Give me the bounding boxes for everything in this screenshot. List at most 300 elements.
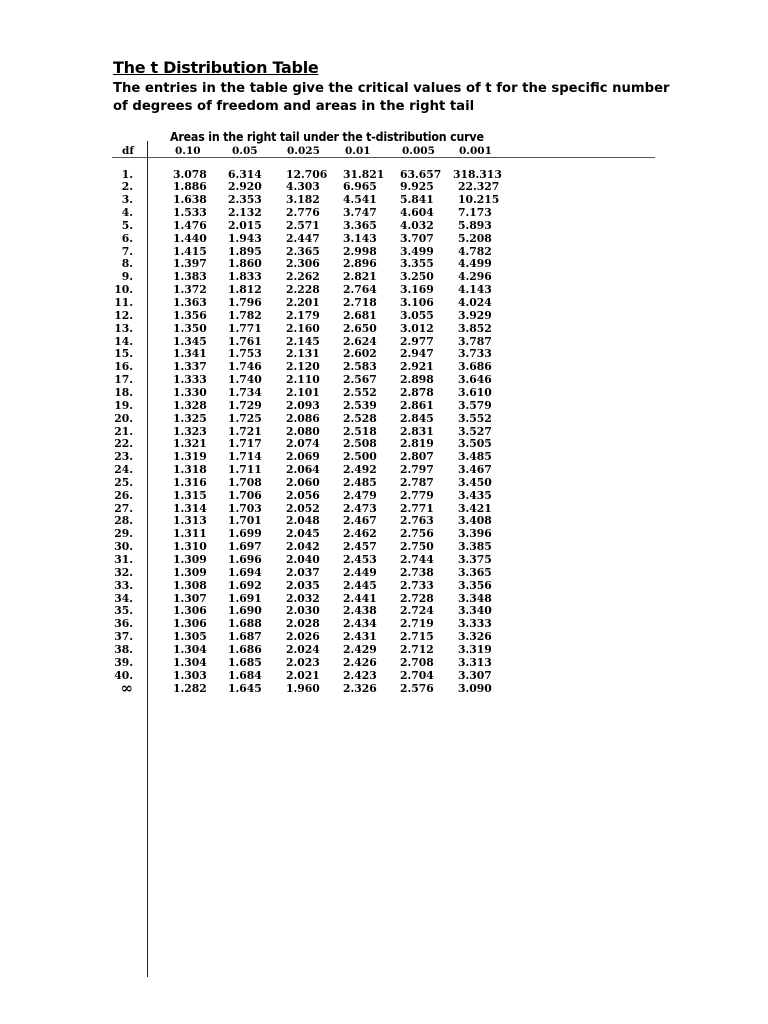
- value-cell: 3.326: [458, 630, 492, 644]
- value-cell: 2.179: [286, 308, 320, 322]
- column-header: 0.01: [345, 145, 371, 157]
- table-row: [0, 604, 768, 617]
- value-cell: 2.365: [286, 244, 320, 258]
- value-cell: 1.746: [228, 360, 262, 374]
- value-cell: 2.567: [343, 373, 377, 387]
- value-cell: 1.303: [173, 668, 207, 682]
- value-cell: 2.650: [343, 321, 377, 335]
- table-row: [0, 309, 768, 322]
- table-row: [0, 630, 768, 643]
- value-cell: 2.423: [343, 668, 377, 682]
- value-cell: 1.304: [173, 642, 207, 656]
- value-cell: 3.505: [458, 437, 492, 451]
- df-cell: 19.: [114, 398, 133, 412]
- df-cell: 8.: [121, 257, 133, 271]
- value-cell: 31.821: [343, 167, 385, 181]
- value-cell: 2.045: [286, 527, 320, 541]
- value-cell: 2.048: [286, 514, 320, 528]
- value-cell: 1.316: [173, 475, 207, 489]
- value-cell: 3.686: [458, 360, 492, 374]
- value-cell: 1.363: [173, 296, 207, 309]
- value-cell: 1.321: [173, 437, 207, 451]
- table-row: [0, 168, 768, 181]
- value-cell: 1.714: [228, 450, 262, 464]
- df-cell: 26.: [114, 488, 133, 502]
- table-row: [0, 296, 768, 309]
- table-row: [0, 514, 768, 527]
- df-cell: 15.: [114, 347, 133, 361]
- value-cell: 4.143: [458, 283, 492, 297]
- value-cell: 3.499: [400, 244, 434, 258]
- value-cell: 1.761: [228, 334, 262, 348]
- value-cell: 1.706: [228, 488, 262, 502]
- table-row: [0, 219, 768, 232]
- df-cell: 11.: [114, 296, 133, 309]
- value-cell: 2.032: [286, 591, 320, 605]
- value-cell: 2.947: [400, 347, 434, 361]
- value-cell: 2.552: [343, 385, 377, 399]
- value-cell: 1.711: [228, 463, 262, 477]
- value-cell: 2.093: [286, 398, 320, 412]
- df-cell: 6.: [121, 231, 133, 245]
- df-header: df: [122, 145, 134, 157]
- df-cell: 18.: [114, 385, 133, 399]
- value-cell: 1.304: [173, 655, 207, 669]
- value-cell: 2.776: [286, 206, 320, 220]
- table-row: [0, 193, 768, 206]
- value-cell: 3.078: [173, 167, 207, 181]
- value-cell: 1.960: [286, 681, 320, 695]
- value-cell: 1.721: [228, 424, 262, 438]
- value-cell: 12.706: [286, 167, 328, 181]
- df-cell: 14.: [114, 334, 133, 348]
- value-cell: 4.024: [458, 296, 492, 309]
- table-row: [0, 669, 768, 682]
- value-cell: 1.307: [173, 591, 207, 605]
- value-cell: 2.708: [400, 655, 434, 669]
- value-cell: 1.345: [173, 334, 207, 348]
- table-row: [0, 656, 768, 669]
- value-cell: 2.878: [400, 385, 434, 399]
- value-cell: 1.476: [173, 218, 207, 232]
- value-cell: 6.965: [343, 180, 377, 194]
- value-cell: 3.435: [458, 488, 492, 502]
- value-cell: 1.305: [173, 630, 207, 644]
- value-cell: 1.886: [173, 180, 207, 194]
- value-cell: 4.499: [458, 257, 492, 271]
- value-cell: 5.841: [400, 193, 434, 207]
- value-cell: 1.311: [173, 527, 207, 541]
- value-cell: 3.733: [458, 347, 492, 361]
- value-cell: 1.333: [173, 373, 207, 387]
- value-cell: 1.708: [228, 475, 262, 489]
- table-row: [0, 412, 768, 425]
- value-cell: 2.056: [286, 488, 320, 502]
- value-cell: 2.037: [286, 565, 320, 579]
- value-cell: 1.729: [228, 398, 262, 412]
- value-cell: 3.340: [458, 604, 492, 618]
- value-cell: 2.479: [343, 488, 377, 502]
- value-cell: 1.692: [228, 578, 262, 592]
- table-row: [0, 502, 768, 515]
- value-cell: 3.348: [458, 591, 492, 605]
- value-cell: 2.624: [343, 334, 377, 348]
- value-cell: 2.462: [343, 527, 377, 541]
- value-cell: 2.449: [343, 565, 377, 579]
- page-title: The t Distribution Table: [113, 58, 319, 77]
- value-cell: 1.703: [228, 501, 262, 515]
- value-cell: 2.845: [400, 411, 434, 425]
- value-cell: 2.131: [286, 347, 320, 361]
- value-cell: 2.069: [286, 450, 320, 464]
- df-cell: 16.: [114, 360, 133, 374]
- value-cell: 4.032: [400, 218, 434, 232]
- value-cell: 1.309: [173, 553, 207, 566]
- value-cell: 3.375: [458, 553, 492, 566]
- value-cell: 2.015: [228, 218, 262, 232]
- column-header: 0.005: [402, 145, 435, 157]
- value-cell: 2.733: [400, 578, 434, 592]
- table-row: [0, 553, 768, 566]
- table-row: [0, 386, 768, 399]
- value-cell: 2.353: [228, 193, 262, 207]
- value-cell: 1.694: [228, 565, 262, 579]
- value-cell: 1.350: [173, 321, 207, 335]
- value-cell: 63.657: [400, 167, 442, 181]
- value-cell: 2.750: [400, 540, 434, 554]
- column-header: 0.001: [459, 145, 492, 157]
- value-cell: 1.325: [173, 411, 207, 425]
- value-cell: 2.023: [286, 655, 320, 669]
- table-row: [0, 678, 768, 697]
- value-cell: 1.415: [173, 244, 207, 258]
- table-row: [0, 527, 768, 540]
- value-cell: 2.074: [286, 437, 320, 451]
- value-cell: 2.438: [343, 604, 377, 618]
- value-cell: 3.250: [400, 270, 434, 284]
- value-cell: 2.120: [286, 360, 320, 374]
- value-cell: 2.571: [286, 218, 320, 232]
- value-cell: 1.753: [228, 347, 262, 361]
- value-cell: 2.035: [286, 578, 320, 592]
- value-cell: 1.812: [228, 283, 262, 297]
- value-cell: 3.090: [458, 681, 492, 695]
- value-cell: 1.740: [228, 373, 262, 387]
- value-cell: 2.040: [286, 553, 320, 566]
- value-cell: 2.064: [286, 463, 320, 477]
- value-cell: 2.771: [400, 501, 434, 515]
- value-cell: 3.527: [458, 424, 492, 438]
- value-cell: 3.707: [400, 231, 434, 245]
- value-cell: 3.307: [458, 668, 492, 682]
- df-cell: 20.: [114, 411, 133, 425]
- df-cell: 34.: [114, 591, 133, 605]
- df-cell: 17.: [114, 373, 133, 387]
- value-cell: 2.528: [343, 411, 377, 425]
- table-row: [0, 450, 768, 463]
- value-cell: 2.473: [343, 501, 377, 515]
- table-row: [0, 360, 768, 373]
- table-row: [0, 347, 768, 360]
- value-cell: 9.925: [400, 180, 434, 194]
- value-cell: 1.341: [173, 347, 207, 361]
- value-cell: 2.518: [343, 424, 377, 438]
- value-cell: 1.699: [228, 527, 262, 541]
- value-cell: 2.576: [400, 681, 434, 695]
- table-row: [0, 476, 768, 489]
- column-header: 0.025: [287, 145, 320, 157]
- value-cell: 2.028: [286, 617, 320, 631]
- value-cell: 22.327: [458, 180, 500, 194]
- value-cell: 2.457: [343, 540, 377, 554]
- df-cell: 25.: [114, 475, 133, 489]
- df-cell: 29.: [114, 527, 133, 541]
- value-cell: 2.132: [228, 206, 262, 220]
- table-row: [0, 206, 768, 219]
- value-cell: 2.738: [400, 565, 434, 579]
- value-cell: 1.318: [173, 463, 207, 477]
- df-cell: 13.: [114, 321, 133, 335]
- column-header: 0.05: [232, 145, 258, 157]
- df-cell: 32.: [114, 565, 133, 579]
- table-row: [0, 566, 768, 579]
- value-cell: 1.734: [228, 385, 262, 399]
- value-cell: 1.372: [173, 283, 207, 297]
- value-cell: 1.383: [173, 270, 207, 284]
- df-cell: 21.: [114, 424, 133, 438]
- value-cell: 2.024: [286, 642, 320, 656]
- value-cell: 3.787: [458, 334, 492, 348]
- value-cell: 2.306: [286, 257, 320, 271]
- value-cell: 1.895: [228, 244, 262, 258]
- value-cell: 2.920: [228, 180, 262, 194]
- value-cell: 10.215: [458, 193, 500, 207]
- value-cell: 2.921: [400, 360, 434, 374]
- value-cell: 2.052: [286, 501, 320, 515]
- value-cell: 2.201: [286, 296, 320, 309]
- value-cell: 3.450: [458, 475, 492, 489]
- value-cell: 2.431: [343, 630, 377, 644]
- df-cell: 2.: [121, 180, 133, 194]
- value-cell: 5.208: [458, 231, 492, 245]
- value-cell: 3.356: [458, 578, 492, 592]
- value-cell: 3.182: [286, 193, 320, 207]
- value-cell: 1.685: [228, 655, 262, 669]
- value-cell: 3.106: [400, 296, 434, 309]
- df-cell: 7.: [121, 244, 133, 258]
- df-cell: 5.: [121, 218, 133, 232]
- value-cell: 1.306: [173, 617, 207, 631]
- value-cell: 2.715: [400, 630, 434, 644]
- table-row: [0, 335, 768, 348]
- table-row: [0, 592, 768, 605]
- table-row: [0, 373, 768, 386]
- value-cell: 2.602: [343, 347, 377, 361]
- value-cell: 1.645: [228, 681, 262, 695]
- value-cell: 3.485: [458, 450, 492, 464]
- value-cell: 2.500: [343, 450, 377, 464]
- value-cell: 2.861: [400, 398, 434, 412]
- value-cell: 1.717: [228, 437, 262, 451]
- table-row: [0, 245, 768, 258]
- value-cell: 2.021: [286, 668, 320, 682]
- value-cell: 3.365: [343, 218, 377, 232]
- value-cell: 2.262: [286, 270, 320, 284]
- value-cell: 3.355: [400, 257, 434, 271]
- table-row: [0, 463, 768, 476]
- value-cell: 2.807: [400, 450, 434, 464]
- value-cell: 1.771: [228, 321, 262, 335]
- value-cell: 1.313: [173, 514, 207, 528]
- value-cell: 2.998: [343, 244, 377, 258]
- table-row: [0, 283, 768, 296]
- df-cell: 37.: [114, 630, 133, 644]
- value-cell: 2.787: [400, 475, 434, 489]
- table-row: [0, 643, 768, 656]
- df-cell: 39.: [114, 655, 133, 669]
- value-cell: 2.145: [286, 334, 320, 348]
- value-cell: 2.764: [343, 283, 377, 297]
- value-cell: 2.445: [343, 578, 377, 592]
- value-cell: 2.441: [343, 591, 377, 605]
- table-row: [0, 437, 768, 450]
- value-cell: 2.447: [286, 231, 320, 245]
- table-row: [0, 399, 768, 412]
- value-cell: 2.756: [400, 527, 434, 541]
- value-cell: 1.309: [173, 565, 207, 579]
- value-cell: 3.012: [400, 321, 434, 335]
- value-cell: 2.326: [343, 681, 377, 695]
- value-cell: 1.397: [173, 257, 207, 271]
- value-cell: 1.306: [173, 604, 207, 618]
- value-cell: 3.552: [458, 411, 492, 425]
- value-cell: 2.712: [400, 642, 434, 656]
- value-cell: 5.893: [458, 218, 492, 232]
- value-cell: 2.042: [286, 540, 320, 554]
- value-cell: 2.467: [343, 514, 377, 528]
- value-cell: 1.282: [173, 681, 207, 695]
- value-cell: 2.426: [343, 655, 377, 669]
- value-cell: 2.080: [286, 424, 320, 438]
- df-cell: 36.: [114, 617, 133, 631]
- value-cell: 1.782: [228, 308, 262, 322]
- table-row: [0, 322, 768, 335]
- value-cell: 1.330: [173, 385, 207, 399]
- value-cell: 1.943: [228, 231, 262, 245]
- value-cell: 2.977: [400, 334, 434, 348]
- intro-text: The entries in the table give the critical values of t for the specific number of degrees of freedom and areas in the right tail: [113, 81, 670, 114]
- value-cell: 6.314: [228, 167, 262, 181]
- value-cell: 3.385: [458, 540, 492, 554]
- table-row: [0, 257, 768, 270]
- value-cell: 3.467: [458, 463, 492, 477]
- value-cell: 2.821: [343, 270, 377, 284]
- value-cell: 1.688: [228, 617, 262, 631]
- value-cell: 2.110: [286, 373, 320, 387]
- value-cell: 3.579: [458, 398, 492, 412]
- df-cell: 12.: [114, 308, 133, 322]
- value-cell: 2.434: [343, 617, 377, 631]
- value-cell: 1.686: [228, 642, 262, 656]
- value-cell: 3.852: [458, 321, 492, 335]
- df-cell: 31.: [114, 553, 133, 566]
- value-cell: 3.646: [458, 373, 492, 387]
- value-cell: 1.860: [228, 257, 262, 271]
- value-cell: 4.604: [400, 206, 434, 220]
- df-cell: ∞: [120, 678, 133, 697]
- value-cell: 1.697: [228, 540, 262, 554]
- df-cell: 38.: [114, 642, 133, 656]
- value-cell: 4.296: [458, 270, 492, 284]
- value-cell: 1.319: [173, 450, 207, 464]
- table-subheading: Areas in the right tail under the t-distribution curve: [170, 130, 484, 144]
- value-cell: 1.684: [228, 668, 262, 682]
- value-cell: 3.313: [458, 655, 492, 669]
- df-cell: 40.: [114, 668, 133, 682]
- value-cell: 2.583: [343, 360, 377, 374]
- value-cell: 2.704: [400, 668, 434, 682]
- table-row: [0, 579, 768, 592]
- value-cell: 318.313: [453, 167, 502, 181]
- table-row: [0, 270, 768, 283]
- value-cell: 2.429: [343, 642, 377, 656]
- table-row: [0, 617, 768, 630]
- value-cell: 4.541: [343, 193, 377, 207]
- value-cell: 2.763: [400, 514, 434, 528]
- df-cell: 9.: [121, 270, 133, 284]
- value-cell: 2.453: [343, 553, 377, 566]
- value-cell: 2.160: [286, 321, 320, 335]
- value-cell: 3.929: [458, 308, 492, 322]
- value-cell: 2.485: [343, 475, 377, 489]
- value-cell: 2.779: [400, 488, 434, 502]
- table-row: [0, 180, 768, 193]
- value-cell: 3.396: [458, 527, 492, 541]
- value-cell: 2.744: [400, 553, 434, 566]
- df-cell: 10.: [114, 283, 133, 297]
- value-cell: 2.724: [400, 604, 434, 618]
- value-cell: 2.898: [400, 373, 434, 387]
- value-cell: 1.533: [173, 206, 207, 220]
- value-cell: 1.696: [228, 553, 262, 566]
- value-cell: 3.421: [458, 501, 492, 515]
- value-cell: 1.337: [173, 360, 207, 374]
- value-cell: 2.508: [343, 437, 377, 451]
- value-cell: 3.610: [458, 385, 492, 399]
- value-cell: 1.690: [228, 604, 262, 618]
- value-cell: 2.831: [400, 424, 434, 438]
- df-cell: 30.: [114, 540, 133, 554]
- table-row: [0, 489, 768, 502]
- value-cell: 2.492: [343, 463, 377, 477]
- df-cell: 22.: [114, 437, 133, 451]
- value-cell: 2.030: [286, 604, 320, 618]
- value-cell: 3.408: [458, 514, 492, 528]
- column-header: 0.10: [175, 145, 201, 157]
- value-cell: 1.310: [173, 540, 207, 554]
- header-divider: [112, 157, 655, 158]
- df-cell: 1.: [121, 167, 133, 181]
- value-cell: 2.819: [400, 437, 434, 451]
- value-cell: 2.101: [286, 385, 320, 399]
- value-cell: 1.833: [228, 270, 262, 284]
- value-cell: 1.638: [173, 193, 207, 207]
- value-cell: 1.323: [173, 424, 207, 438]
- value-cell: 3.169: [400, 283, 434, 297]
- value-cell: 1.796: [228, 296, 262, 309]
- value-cell: 2.228: [286, 283, 320, 297]
- table-row: [0, 425, 768, 438]
